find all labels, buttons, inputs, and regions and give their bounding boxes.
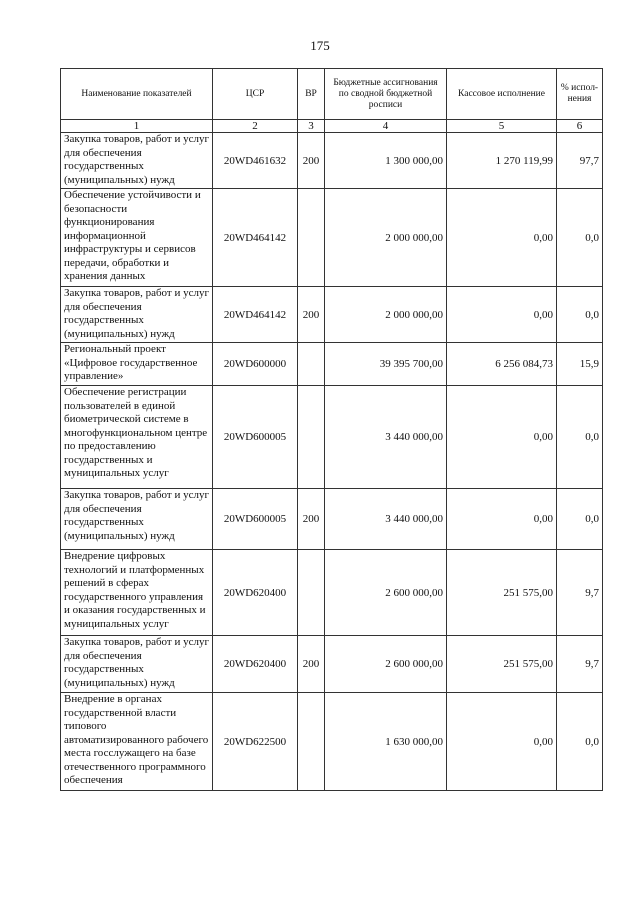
column-number: 4 xyxy=(325,120,447,133)
row-pct: 0,0 xyxy=(557,489,603,550)
row-vr xyxy=(298,386,325,489)
budget-table xyxy=(60,68,603,791)
row-csr: 20WD461632 xyxy=(213,133,298,189)
row-name: Внедрение в органах государственной власти типового автоматизированного рабочего места госслужащего на базе отечественного программного обеспечения xyxy=(61,693,213,791)
header-budget: Бюджетные ассигнования по сводной бюджетной росписи xyxy=(325,69,447,120)
row-cash: 251 575,00 xyxy=(447,550,557,636)
row-csr: 20WD600000 xyxy=(213,343,298,386)
row-name: Закупка товаров, работ и услуг для обеспечения государственных (муниципальных) нужд xyxy=(61,133,213,189)
header-pct: % испол-нения xyxy=(557,69,603,120)
table-row xyxy=(61,489,603,550)
header-cash: Кассовое исполнение xyxy=(447,69,557,120)
row-pct: 97,7 xyxy=(557,133,603,189)
row-csr: 20WD600005 xyxy=(213,386,298,489)
row-csr: 20WD464142 xyxy=(213,189,298,287)
row-csr: 20WD600005 xyxy=(213,489,298,550)
row-pct: 9,7 xyxy=(557,636,603,693)
header-csr: ЦСР xyxy=(213,69,298,120)
table-row xyxy=(61,133,603,189)
row-cash: 1 270 119,99 xyxy=(447,133,557,189)
row-vr: 200 xyxy=(298,636,325,693)
row-name: Обеспечение регистрации пользователей в единой биометрической системе в многофункциональном центре по предоставлению государственных и муниципальных услуг xyxy=(61,386,213,489)
table-row xyxy=(61,343,603,386)
table-row xyxy=(61,550,603,636)
table-row xyxy=(61,693,603,791)
row-cash: 0,00 xyxy=(447,693,557,791)
row-name: Региональный проект «Цифровое государственное управление» xyxy=(61,343,213,386)
row-budget: 39 395 700,00 xyxy=(325,343,447,386)
column-number: 5 xyxy=(447,120,557,133)
row-csr: 20WD464142 xyxy=(213,287,298,343)
row-cash: 0,00 xyxy=(447,287,557,343)
row-vr xyxy=(298,343,325,386)
row-budget: 3 440 000,00 xyxy=(325,386,447,489)
header-name: Наименование показателей xyxy=(61,69,213,120)
column-numbers-row xyxy=(61,120,603,133)
row-vr xyxy=(298,550,325,636)
table-row xyxy=(61,287,603,343)
row-name: Закупка товаров, работ и услуг для обеспечения государственных (муниципальных) нужд xyxy=(61,287,213,343)
table-row xyxy=(61,386,603,489)
row-pct: 15,9 xyxy=(557,343,603,386)
row-csr: 20WD620400 xyxy=(213,550,298,636)
row-budget: 2 600 000,00 xyxy=(325,636,447,693)
row-vr xyxy=(298,693,325,791)
page-number: 175 xyxy=(310,38,330,53)
row-pct: 0,0 xyxy=(557,386,603,489)
row-vr: 200 xyxy=(298,287,325,343)
row-budget: 1 630 000,00 xyxy=(325,693,447,791)
row-pct: 0,0 xyxy=(557,189,603,287)
row-cash: 0,00 xyxy=(447,189,557,287)
row-pct: 0,0 xyxy=(557,287,603,343)
row-name: Обеспечение устойчивости и безопасности функционирования информационной инфраструктуры и сервисов передачи, обработки и хранения данных xyxy=(61,189,213,287)
table-header-row xyxy=(61,69,603,120)
row-cash: 0,00 xyxy=(447,489,557,550)
row-cash: 251 575,00 xyxy=(447,636,557,693)
column-number: 6 xyxy=(557,120,603,133)
table-row xyxy=(61,636,603,693)
row-vr xyxy=(298,189,325,287)
header-vr: ВР xyxy=(298,69,325,120)
row-budget: 1 300 000,00 xyxy=(325,133,447,189)
column-number: 1 xyxy=(61,120,213,133)
table-row xyxy=(61,189,603,287)
row-cash: 6 256 084,73 xyxy=(447,343,557,386)
column-number: 2 xyxy=(213,120,298,133)
row-budget: 2 600 000,00 xyxy=(325,550,447,636)
row-name: Внедрение цифровых технологий и платформенных решений в сферах государственного управления и оказания государственных и муниципальных услуг xyxy=(61,550,213,636)
row-budget: 3 440 000,00 xyxy=(325,489,447,550)
row-name: Закупка товаров, работ и услуг для обеспечения государственных (муниципальных) нужд xyxy=(61,636,213,693)
row-cash: 0,00 xyxy=(447,386,557,489)
row-csr: 20WD620400 xyxy=(213,636,298,693)
row-pct: 9,7 xyxy=(557,550,603,636)
row-budget: 2 000 000,00 xyxy=(325,287,447,343)
row-csr: 20WD622500 xyxy=(213,693,298,791)
row-budget: 2 000 000,00 xyxy=(325,189,447,287)
row-pct: 0,0 xyxy=(557,693,603,791)
row-vr: 200 xyxy=(298,133,325,189)
row-vr: 200 xyxy=(298,489,325,550)
column-number: 3 xyxy=(298,120,325,133)
row-name: Закупка товаров, работ и услуг для обеспечения государственных (муниципальных) нужд xyxy=(61,489,213,550)
